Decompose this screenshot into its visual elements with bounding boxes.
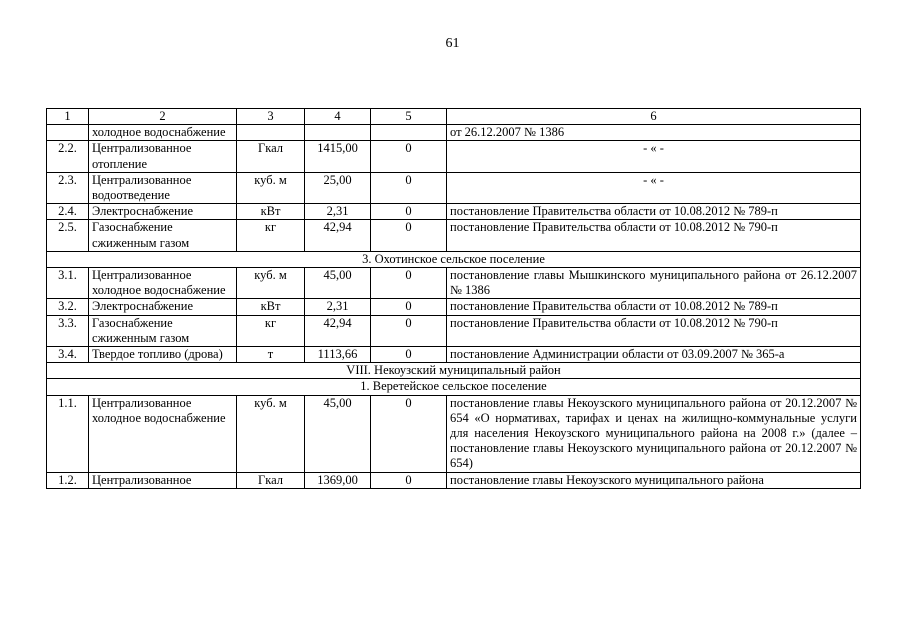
section-heading: 3. Охотинское сельское поселение: [47, 251, 861, 267]
norm-value-cell: 45,00: [305, 268, 371, 299]
column-5-cell: 0: [371, 220, 447, 251]
table-row: [47, 299, 861, 315]
column-5-cell: 0: [371, 204, 447, 220]
unit-cell: кВт: [237, 299, 305, 315]
document-reference-cell: постановление главы Некоузского муниципального района: [447, 472, 861, 488]
norm-value-cell: 2,31: [305, 299, 371, 315]
norm-value-cell: 42,94: [305, 220, 371, 251]
header-cell: 5: [371, 109, 447, 125]
table-row: [47, 315, 861, 346]
header-cell: 4: [305, 109, 371, 125]
norm-value-cell: 25,00: [305, 172, 371, 203]
column-5-cell: 0: [371, 299, 447, 315]
row-number-cell: 2.3.: [47, 172, 89, 203]
row-number-cell: 3.4.: [47, 347, 89, 363]
service-name-cell: Электроснабжение: [89, 204, 237, 220]
row-number-cell: 2.2.: [47, 141, 89, 172]
service-name-cell: Централизованное: [89, 472, 237, 488]
service-name-cell: Газоснабжение сжиженным газом: [89, 220, 237, 251]
column-5-cell: [371, 125, 447, 141]
table-row: [47, 268, 861, 299]
norm-value-cell: 1415,00: [305, 141, 371, 172]
row-number-cell: 2.5.: [47, 220, 89, 251]
row-number-cell: 3.2.: [47, 299, 89, 315]
service-name-cell: Централизованное водоотведение: [89, 172, 237, 203]
unit-cell: [237, 125, 305, 141]
service-name-cell: Централизованное отопление: [89, 141, 237, 172]
document-reference-cell: постановление Правительства области от 10.08.2012 № 789-п: [447, 204, 861, 220]
table-row: [47, 472, 861, 488]
norm-value-cell: [305, 125, 371, 141]
column-5-cell: 0: [371, 347, 447, 363]
header-cell: 1: [47, 109, 89, 125]
norm-value-cell: 42,94: [305, 315, 371, 346]
table-row: [47, 347, 861, 363]
section-heading-row: [47, 251, 861, 267]
document-reference-cell: постановление Правительства области от 10.08.2012 № 790-п: [447, 315, 861, 346]
norm-value-cell: 45,00: [305, 395, 371, 472]
table-row: [47, 125, 861, 141]
document-table: [46, 108, 861, 489]
unit-cell: кВт: [237, 204, 305, 220]
unit-cell: куб. м: [237, 395, 305, 472]
column-5-cell: 0: [371, 315, 447, 346]
column-5-cell: 0: [371, 268, 447, 299]
row-number-cell: [47, 125, 89, 141]
section-heading: 1. Веретейское сельское поселение: [47, 379, 861, 395]
service-name-cell: Газоснабжение сжиженным газом: [89, 315, 237, 346]
service-name-cell: Электроснабжение: [89, 299, 237, 315]
document-reference-cell: - « -: [447, 172, 861, 203]
service-name-cell: холодное водоснабжение: [89, 125, 237, 141]
norm-value-cell: 2,31: [305, 204, 371, 220]
service-name-cell: Централизованное холодное водоснабжение: [89, 395, 237, 472]
header-cell: 3: [237, 109, 305, 125]
service-name-cell: Централизованное холодное водоснабжение: [89, 268, 237, 299]
document-reference-cell: постановление Правительства области от 10.08.2012 № 789-п: [447, 299, 861, 315]
document-reference-cell: постановление главы Некоузского муниципального района от 20.12.2007 № 654 «О нормативах, тарифах и ценах на жилищно-коммунальные услуги для населения Некоузского муниципального района на 2008 г.» (далее – постановление главы Некоузского муниципального района от 20.12.2007 № 654): [447, 395, 861, 472]
column-5-cell: 0: [371, 141, 447, 172]
document-reference-cell: постановление Администрации области от 03.09.2007 № 365-а: [447, 347, 861, 363]
norm-value-cell: 1113,66: [305, 347, 371, 363]
unit-cell: куб. м: [237, 268, 305, 299]
unit-cell: куб. м: [237, 172, 305, 203]
unit-cell: кг: [237, 220, 305, 251]
header-cell: 6: [447, 109, 861, 125]
unit-cell: Гкал: [237, 141, 305, 172]
document-reference-cell: постановление главы Мышкинского муниципального района от 26.12.2007 № 1386: [447, 268, 861, 299]
row-number-cell: 3.1.: [47, 268, 89, 299]
row-number-cell: 1.2.: [47, 472, 89, 488]
document-reference-cell: от 26.12.2007 № 1386: [447, 125, 861, 141]
unit-cell: Гкал: [237, 472, 305, 488]
column-5-cell: 0: [371, 395, 447, 472]
document-reference-cell: постановление Правительства области от 10.08.2012 № 790-п: [447, 220, 861, 251]
unit-cell: т: [237, 347, 305, 363]
row-number-cell: 2.4.: [47, 204, 89, 220]
service-name-cell: Твердое топливо (дрова): [89, 347, 237, 363]
section-heading-row: [47, 379, 861, 395]
document-reference-cell: - « -: [447, 141, 861, 172]
table-row: [47, 395, 861, 472]
row-number-cell: 3.3.: [47, 315, 89, 346]
table-row: [47, 220, 861, 251]
row-number-cell: 1.1.: [47, 395, 89, 472]
table-row: [47, 141, 861, 172]
section-heading: VIII. Некоузский муниципальный район: [47, 363, 861, 379]
unit-cell: кг: [237, 315, 305, 346]
table-header-row: [47, 109, 861, 125]
section-heading-row: [47, 363, 861, 379]
header-cell: 2: [89, 109, 237, 125]
norm-value-cell: 1369,00: [305, 472, 371, 488]
table-row: [47, 204, 861, 220]
column-5-cell: 0: [371, 172, 447, 203]
page-number: 61: [445, 36, 460, 51]
column-5-cell: 0: [371, 472, 447, 488]
table-row: [47, 172, 861, 203]
